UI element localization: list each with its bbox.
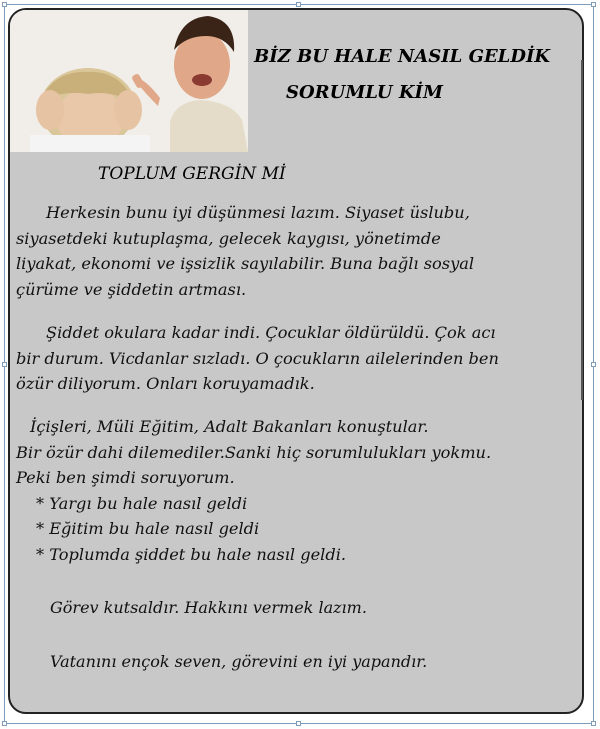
paragraph-3-line: Bir özür dahi dilemediler.Sanki hiç sorumlulukları yokmu. bbox=[16, 442, 492, 462]
resize-handle-bottom-center[interactable] bbox=[296, 721, 301, 726]
angry-man-photo bbox=[10, 10, 248, 152]
closing-line-2: Vatanını ençok seven, görevini en iyi yapandır. bbox=[50, 652, 428, 671]
photo-illustration bbox=[10, 10, 248, 152]
paragraph-2-line: bir durum. Vicdanlar sızladı. O çocukların ailelerinden ben bbox=[16, 348, 499, 368]
paragraph-1-line: çürüme ve şiddetin artması. bbox=[16, 279, 247, 299]
bullet-item: * Yargı bu hale nasıl geldi bbox=[36, 493, 248, 513]
resize-handle-top-right[interactable] bbox=[591, 2, 596, 7]
resize-handle-top-left[interactable] bbox=[2, 2, 7, 7]
paragraph-2-line: Şiddet okulara kadar indi. Çocuklar öldürüldü. Çok acı bbox=[46, 323, 496, 342]
paragraph-2 bbox=[16, 320, 576, 397]
resize-handle-top-center[interactable] bbox=[296, 2, 301, 7]
resize-handle-bottom-left[interactable] bbox=[2, 721, 7, 726]
paragraph-1-line: siyasetdeki kutuplaşma, gelecek kaygısı, yönetimde bbox=[16, 228, 441, 248]
bullet-item: * Eğitim bu hale nasıl geldi bbox=[36, 519, 260, 538]
bullet-item: * Toplumda şiddet bu hale nasıl geldi. bbox=[36, 544, 347, 564]
closing-line-1: Görev kutsaldır. Hakkını vermek lazım. bbox=[50, 598, 367, 617]
paragraph-1 bbox=[16, 200, 576, 302]
paragraph-2-line: özür diliyorum. Onları koruyamadık. bbox=[16, 374, 315, 393]
paragraph-3-line: Peki ben şimdi soruyorum. bbox=[16, 468, 235, 487]
rounded-text-box[interactable] bbox=[8, 8, 584, 714]
paragraph-1-line: liyakat, ekonomi ve işsizlik sayılabilir. Buna bağlı sosyal bbox=[16, 254, 475, 273]
paragraph-1-line: Herkesin bunu iyi düşünmesi lazım. Siyaset üslubu, bbox=[46, 203, 470, 222]
title-line-1: BİZ BU HALE NASIL GELDİK bbox=[254, 46, 551, 67]
right-margin-line bbox=[581, 60, 583, 400]
resize-handle-bottom-right[interactable] bbox=[591, 721, 596, 726]
subheading: TOPLUM GERGİN Mİ bbox=[98, 164, 286, 184]
paragraph-3 bbox=[16, 414, 576, 567]
paragraph-3-line: İçişleri, Müli Eğitim, Adalt Bakanları konuştular. bbox=[30, 417, 429, 436]
title-line-2: SORUMLU KİM bbox=[286, 82, 443, 103]
resize-handle-middle-left[interactable] bbox=[2, 362, 7, 367]
resize-handle-middle-right[interactable] bbox=[591, 362, 596, 367]
